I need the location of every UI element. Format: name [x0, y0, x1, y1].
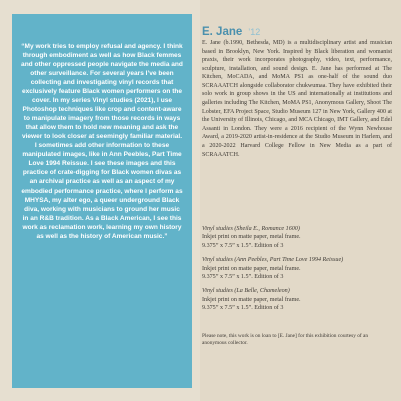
work-medium: Inkjet print on matte paper, metal frame.	[202, 265, 301, 272]
work-title: Vinyl studies (Ann Peebles, Part Time Love 1994 Reissue)	[202, 257, 344, 264]
work-dimensions: 9.375” x 7.5” x 1.5”. Edition of 3	[202, 305, 284, 312]
left-page	[0, 0, 200, 401]
artist-bio: E. Jane (b.1990, Bethesda, MD) is a multidisciplinary artist and musician based in Brooklyn, New York. Inspired by Black liberation and womanist praxis, their work incorporates photography, video, text, performance, sculpture, installation, and sound design. E. Jane has performed at The Kitchen, MoCADA, and MoMA PS1 as one-half of the sound duo SCRAAATCH alongside collaborator chukwumaa. They have exhibited their solo work in group shows in the US and internationally at institutions and galleries including The Kitchen, MoMA PS1, Anonymous Gallery, Shoot The Lobster, EFA Project Space, Studio Museum 127 in New York, Gallery 400 at the University of Illinois, Chicago, and MCA Chicago, IMT Gallery, and Edel Assanti in London. They were a 2016 recipient of the Wynn Newhouse Award, a 2019-2020 artist-in-residence at the Studio Museum in Harlem, and a 2020-2022 Harvard College Fellow in New Media as a part of SCRAAATCH.	[202, 40, 392, 158]
works-list	[202, 225, 392, 319]
work-item	[202, 287, 392, 312]
loan-note: Please note, this work is on loan to [E. Jane] for this exhibition courtesy of an anonymous collector.	[202, 333, 369, 347]
work-medium: Inkjet print on matte paper, metal frame.	[202, 234, 301, 241]
work-item	[202, 225, 392, 250]
artist-quote: “My work tries to employ refusal and agency. I think through embodiment as well as how Black femmes and other oppressed people navigate the media and other surveillance. For several years I’ve been collecting and investigating vinyl records that exclusively feature Black women performers on the cover. In my series Vinyl studies (2021), I use Photoshop techniques like crop and content-aware to manipulate imagery from those records in ways that allow them to hold new meaning and ask the viewer to look closer at seemingly familiar material. I sometimes add other information to these manipulated images, like in Ann Peebles, Part Time Love 1994 Reissue. I see these images and this practice of crate-digging for Black women divas as an archival practice as well as an aspect of my embodied performance practice, where I perform as MHYSA, my alter ego, a queer underground Black diva, working with musicians to ground her music in an R&B tradition. As a Black American, I see this work as reclamation work, learning my own history as well as the history of American music.”	[21, 43, 183, 240]
artist-name: E. Jane	[202, 26, 243, 38]
artist-header	[202, 22, 392, 40]
work-title: Vinyl studies (Sheila E., Romance 1600)	[202, 226, 300, 232]
work-medium: Inkjet print on matte paper, metal frame.	[202, 296, 301, 303]
work-item	[202, 256, 392, 281]
work-dimensions: 9.375” x 7.5” x 1.5”. Edition of 3	[202, 242, 284, 249]
work-title: Vinyl studies (La Belle, Chameleon)	[202, 288, 290, 295]
artist-class-year: ’12	[248, 27, 261, 37]
work-dimensions: 9.375” x 7.5” x 1.5”. Edition of 3	[202, 274, 284, 281]
artist-quote-box	[12, 14, 192, 388]
